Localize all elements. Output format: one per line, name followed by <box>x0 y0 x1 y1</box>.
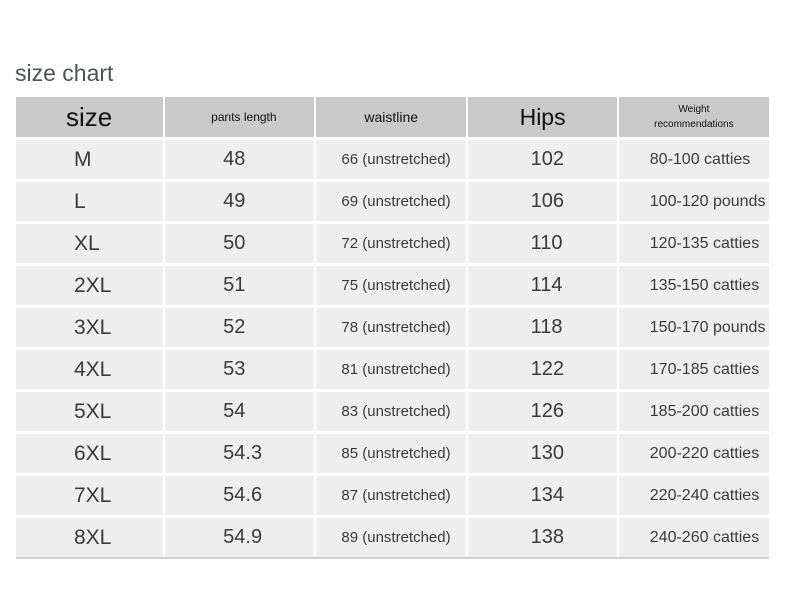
cell-hips: 110 <box>467 223 618 265</box>
cell-weight: 120-135 catties <box>618 223 769 265</box>
cell-waistline: 81 (unstretched) <box>315 349 466 391</box>
cell-pants-length: 48 <box>164 139 315 181</box>
cell-size: 5XL <box>16 391 164 433</box>
cell-weight: 220-240 catties <box>618 475 769 517</box>
cell-waistline: 78 (unstretched) <box>315 307 466 349</box>
cell-size: L <box>16 181 164 223</box>
table-row <box>16 265 769 307</box>
cell-size: 7XL <box>16 475 164 517</box>
table-row <box>16 433 769 475</box>
cell-weight: 200-220 catties <box>618 433 769 475</box>
table-row <box>16 349 769 391</box>
cell-size: XL <box>16 223 164 265</box>
cell-waistline: 66 (unstretched) <box>315 139 466 181</box>
cell-pants-length: 54.3 <box>164 433 315 475</box>
cell-weight: 135-150 catties <box>618 265 769 307</box>
cell-pants-length: 51 <box>164 265 315 307</box>
cell-pants-length: 54 <box>164 391 315 433</box>
cell-waistline: 72 (unstretched) <box>315 223 466 265</box>
cell-pants-length: 54.6 <box>164 475 315 517</box>
cell-hips: 138 <box>467 517 618 559</box>
header-size: size <box>16 97 164 139</box>
table-row <box>16 475 769 517</box>
header-weight-line1: Weight <box>678 104 710 115</box>
header-pants-length: pants length <box>164 97 315 139</box>
header-hips: Hips <box>467 97 618 139</box>
header-waistline: waistline <box>315 97 466 139</box>
header-weight-recommendations <box>618 97 769 139</box>
table-row <box>16 223 769 265</box>
table-row <box>16 391 769 433</box>
cell-hips: 126 <box>467 391 618 433</box>
table-row <box>16 139 769 181</box>
cell-pants-length: 54.9 <box>164 517 315 559</box>
cell-waistline: 69 (unstretched) <box>315 181 466 223</box>
cell-size: 3XL <box>16 307 164 349</box>
cell-pants-length: 53 <box>164 349 315 391</box>
cell-weight: 100-120 pounds <box>618 181 769 223</box>
page-title: size chart <box>15 60 114 86</box>
cell-weight: 80-100 catties <box>618 139 769 181</box>
cell-size: 4XL <box>16 349 164 391</box>
cell-weight: 240-260 catties <box>618 517 769 559</box>
cell-hips: 114 <box>467 265 618 307</box>
cell-hips: 102 <box>467 139 618 181</box>
cell-hips: 106 <box>467 181 618 223</box>
size-chart-table <box>16 97 769 559</box>
cell-weight: 185-200 catties <box>618 391 769 433</box>
cell-waistline: 75 (unstretched) <box>315 265 466 307</box>
cell-weight: 170-185 catties <box>618 349 769 391</box>
cell-hips: 134 <box>467 475 618 517</box>
cell-waistline: 87 (unstretched) <box>315 475 466 517</box>
cell-size: 6XL <box>16 433 164 475</box>
cell-pants-length: 50 <box>164 223 315 265</box>
cell-size: 2XL <box>16 265 164 307</box>
table-row <box>16 307 769 349</box>
cell-hips: 122 <box>467 349 618 391</box>
cell-pants-length: 52 <box>164 307 315 349</box>
cell-hips: 118 <box>467 307 618 349</box>
cell-pants-length: 49 <box>164 181 315 223</box>
cell-size: 8XL <box>16 517 164 559</box>
header-weight-line2: recommendations <box>654 119 734 130</box>
cell-size: M <box>16 139 164 181</box>
cell-hips: 130 <box>467 433 618 475</box>
table-header-row <box>16 97 769 139</box>
cell-waistline: 89 (unstretched) <box>315 517 466 559</box>
cell-weight: 150-170 pounds <box>618 307 769 349</box>
table-row <box>16 181 769 223</box>
cell-waistline: 83 (unstretched) <box>315 391 466 433</box>
table-row <box>16 517 769 559</box>
cell-waistline: 85 (unstretched) <box>315 433 466 475</box>
